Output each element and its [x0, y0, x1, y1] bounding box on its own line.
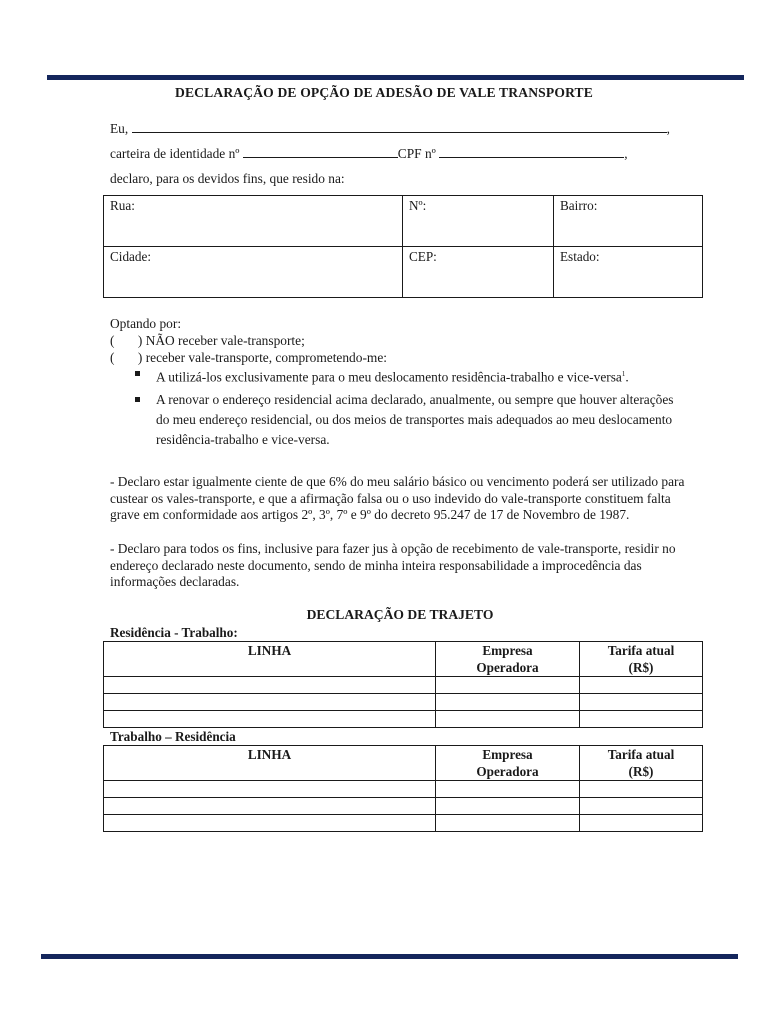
- tarifa-cell[interactable]: [580, 711, 703, 728]
- cpf-line-end: ,: [624, 146, 628, 161]
- tarifa-cell[interactable]: [580, 694, 703, 711]
- tarifa-cell[interactable]: [580, 815, 703, 832]
- bullet-icon: [135, 397, 140, 402]
- name-line: [110, 121, 670, 137]
- residence-statement: declaro, para os devidos fins, que resido na:: [110, 171, 345, 186]
- empresa-cell[interactable]: [436, 711, 580, 728]
- table-row: [104, 798, 703, 815]
- empresa-cell[interactable]: [436, 677, 580, 694]
- col-empresa: Empresa Operadora: [436, 746, 580, 781]
- tarifa-cell[interactable]: [580, 781, 703, 798]
- col-tarifa: Tarifa atual (R$): [580, 746, 703, 781]
- linha-cell[interactable]: [104, 694, 436, 711]
- cpf-blank[interactable]: [439, 146, 624, 158]
- eu-label: Eu,: [110, 121, 129, 136]
- document-line: [110, 146, 628, 162]
- estado-cell[interactable]: [554, 247, 703, 298]
- table-row: [104, 781, 703, 798]
- table-row: [104, 815, 703, 832]
- declaration-paragraph-2: - Declaro para todos os fins, inclusive para fazer jus à opção de recebimento de vale-transporte, residir no endereço declarado neste documento, sendo de minha inteira responsabilidade a improcedência das informações declaradas.: [110, 541, 676, 590]
- bairro-cell[interactable]: [554, 196, 703, 247]
- tarifa-cell[interactable]: [580, 677, 703, 694]
- declaration-paragraph-1: - Declaro estar igualmente ciente de que 6% do meu salário básico ou vencimento poderá ser utilizado para custear os vales-transporte, e que a afirmação falsa ou o uso indevido do vale-transporte constituem falta grave em conformidade aos artigos 2º, 3º, 7º e 9º do decreto 95.247 de 17 de Novembro de 1987.: [110, 474, 685, 523]
- name-line-end: ,: [666, 121, 670, 136]
- linha-cell[interactable]: [104, 677, 436, 694]
- table-row: [104, 677, 703, 694]
- col-linha: LINHA: [104, 746, 436, 781]
- header-rule: [47, 75, 744, 80]
- estado-label: Estado:: [560, 249, 600, 264]
- col-linha: LINHA: [104, 642, 436, 677]
- route-table-trabalho-residencia: [103, 745, 703, 832]
- rua-label: Rua:: [110, 198, 135, 213]
- rg-blank[interactable]: [243, 146, 398, 158]
- empresa-cell[interactable]: [436, 815, 580, 832]
- empresa-cell[interactable]: [436, 694, 580, 711]
- name-blank[interactable]: [132, 121, 667, 133]
- bairro-label: Bairro:: [560, 198, 598, 213]
- option-no-vale[interactable]: ( ) NÃO receber vale-transporte;: [110, 333, 305, 348]
- commitment-2: A renovar o endereço residencial acima declarado, anualmente, ou sempre que houver alterações do meu endereço residencial, ou dos meios de transportes mais adequados ao meu deslocamento residência-trabalho e vice-versa.: [156, 392, 674, 448]
- cep-label: CEP:: [409, 249, 437, 264]
- cidade-cell[interactable]: [104, 247, 403, 298]
- cep-cell[interactable]: [403, 247, 554, 298]
- empresa-cell[interactable]: [436, 798, 580, 815]
- footer-rule: [41, 954, 738, 959]
- address-table: [103, 195, 703, 298]
- table-row: [104, 694, 703, 711]
- footnote-marker: 1: [621, 370, 626, 378]
- rg-label: carteira de identidade nº: [110, 146, 240, 161]
- section-residencia-trabalho: Residência - Trabalho:: [110, 625, 238, 640]
- bullet-icon: [135, 371, 140, 376]
- cidade-label: Cidade:: [110, 249, 152, 264]
- linha-cell[interactable]: [104, 815, 436, 832]
- cpf-label: CPF nº: [397, 146, 436, 161]
- linha-cell[interactable]: [104, 798, 436, 815]
- table-row: [104, 711, 703, 728]
- linha-cell[interactable]: [104, 781, 436, 798]
- empresa-cell[interactable]: [436, 781, 580, 798]
- list-item: [110, 364, 690, 387]
- commitment-1-end: .: [625, 369, 629, 385]
- col-empresa: Empresa Operadora: [436, 642, 580, 677]
- section-trabalho-residencia: Trabalho – Residência: [110, 729, 236, 744]
- numero-cell[interactable]: [403, 196, 554, 247]
- rua-cell[interactable]: [104, 196, 403, 247]
- col-tarifa: Tarifa atual (R$): [580, 642, 703, 677]
- trajeto-title: DECLARAÇÃO DE TRAJETO: [306, 607, 494, 622]
- tarifa-cell[interactable]: [580, 798, 703, 815]
- document-title: DECLARAÇÃO DE OPÇÃO DE ADESÃO DE VALE TRANSPORTE: [174, 85, 593, 100]
- linha-cell[interactable]: [104, 711, 436, 728]
- numero-label: Nº:: [409, 198, 427, 213]
- list-item: [110, 390, 690, 450]
- commitments-list: [110, 364, 690, 450]
- option-yes-vale[interactable]: ( ) receber vale-transporte, comprometendo-me:: [110, 350, 387, 365]
- route-table-residencia-trabalho: [103, 641, 703, 728]
- options-intro: Optando por:: [110, 316, 182, 331]
- commitment-1: A utilizá-los exclusivamente para o meu deslocamento residência-trabalho e vice-versa: [156, 369, 622, 385]
